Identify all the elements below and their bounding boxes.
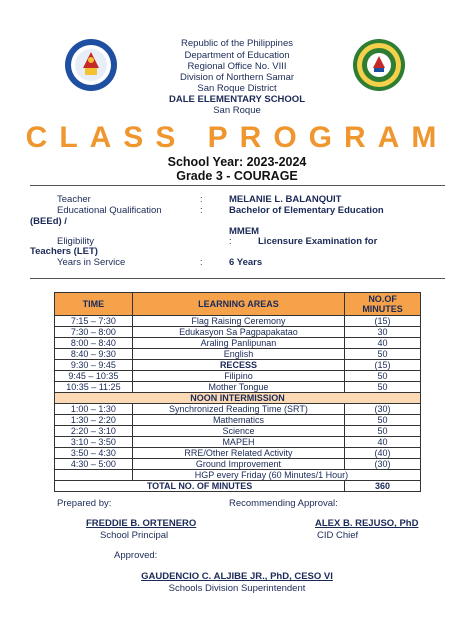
time-cell: 2:20 – 3:10 [55, 426, 133, 437]
minutes-cell: 30 [345, 327, 421, 338]
years-value: 6 Years [229, 257, 263, 268]
area-cell: Science [132, 426, 344, 437]
eligibility-cont: Teachers (LET) [30, 246, 98, 257]
approved-label: Approved: [114, 550, 158, 561]
table-row [55, 382, 421, 393]
table-row [55, 360, 421, 371]
table-row [55, 437, 421, 448]
total-label: TOTAL NO. OF MINUTES [55, 481, 345, 492]
teacher-value: MELANIE L. BALANQUIT [229, 194, 342, 205]
area-cell: RECESS [132, 360, 344, 371]
table-row [55, 316, 421, 327]
qualification-colon: : [200, 205, 203, 216]
minutes-cell: 50 [345, 382, 421, 393]
hgp-row [55, 470, 421, 481]
minutes-cell: 50 [345, 415, 421, 426]
table-row [55, 415, 421, 426]
table-row [55, 338, 421, 349]
table-row [55, 459, 421, 470]
approved-name: GAUDENCIO C. ALJIBE JR., PhD, CESO VI [141, 571, 333, 582]
schedule-table [54, 292, 421, 492]
area-cell: Flag Raising Ceremony [132, 316, 344, 327]
minutes-cell: (30) [345, 404, 421, 415]
area-cell: English [132, 349, 344, 360]
time-cell: 7:30 – 8:00 [55, 327, 133, 338]
area-cell: Araling Panlipunan [132, 338, 344, 349]
table-row [55, 404, 421, 415]
prepared-label: Prepared by: [57, 498, 112, 509]
area-cell: Mother Tongue [132, 382, 344, 393]
time-cell: 8:00 – 8:40 [55, 338, 133, 349]
qualification-cont: (BEEd) / [30, 216, 67, 227]
header-line-2: Department of Education [184, 50, 290, 61]
grade-section: Grade 3 - COURAGE [176, 169, 298, 183]
table-row [55, 327, 421, 338]
area-cell: RRE/Other Related Activity [132, 448, 344, 459]
eligibility-label: Eligibility [57, 236, 94, 247]
header-line-3: Regional Office No. VIII [187, 61, 287, 72]
prepared-title: School Principal [100, 530, 169, 541]
prepared-name: FREDDIE B. ORTENERO [86, 518, 197, 529]
page-title: CLASS PROGRAM [25, 121, 449, 154]
time-cell: 3:50 – 4:30 [55, 448, 133, 459]
noon-cell: NOON INTERMISSION [55, 393, 421, 404]
header-time: TIME [55, 293, 133, 316]
minutes-cell: 50 [345, 371, 421, 382]
years-colon: : [200, 257, 203, 268]
teacher-label: Teacher [57, 194, 91, 205]
area-cell: Edukasyon Sa Pagpapakatao [132, 327, 344, 338]
teacher-colon: : [200, 194, 203, 205]
table-row [55, 448, 421, 459]
table-row [55, 371, 421, 382]
time-cell: 1:00 – 1:30 [55, 404, 133, 415]
time-cell: 4:30 – 5:00 [55, 459, 133, 470]
divider-top [30, 185, 445, 186]
minutes-cell: 40 [345, 338, 421, 349]
header-line-5: San Roque District [197, 83, 277, 94]
minutes-cell: (15) [345, 360, 421, 371]
minutes-cell: 40 [345, 437, 421, 448]
qualification-value-2: MMEM [229, 226, 260, 237]
total-row [55, 481, 421, 492]
area-cell: Ground Improvement [132, 459, 344, 470]
time-cell: 10:35 – 11:25 [55, 382, 133, 393]
hgp-blank-cell [55, 470, 133, 481]
recommending-label: Recommending Approval: [229, 498, 338, 509]
school-name: DALE ELEMENTARY SCHOOL [169, 94, 305, 105]
recommending-title: CID Chief [317, 530, 359, 541]
minutes-cell: (40) [345, 448, 421, 459]
minutes-cell: (30) [345, 459, 421, 470]
header-areas: LEARNING AREAS [132, 293, 344, 316]
eligibility-value: Licensure Examination for [258, 236, 378, 247]
years-label: Years in Service [57, 257, 126, 268]
total-value: 360 [345, 481, 421, 492]
hgp-cell: HGP every Friday (60 Minutes/1 Hour) [132, 470, 420, 481]
minutes-cell: 50 [345, 426, 421, 437]
table-row [55, 349, 421, 360]
minutes-cell: (15) [345, 316, 421, 327]
school-town: San Roque [213, 105, 261, 116]
recommending-name: ALEX B. REJUSO, PhD [315, 518, 419, 529]
school-year: School Year: 2023-2024 [167, 155, 307, 169]
header-minutes: NO.OF MINUTES [345, 293, 421, 316]
time-cell: 9:30 – 9:45 [55, 360, 133, 371]
header-line-1: Republic of the Philippines [181, 38, 293, 49]
eligibility-colon: : [229, 236, 232, 247]
area-cell: Filipino [132, 371, 344, 382]
table-header-row [55, 293, 421, 316]
minutes-cell: 50 [345, 349, 421, 360]
area-cell: Mathematics [132, 415, 344, 426]
qualification-value: Bachelor of Elementary Education [229, 205, 384, 216]
time-cell: 8:40 – 9:30 [55, 349, 133, 360]
qualification-label: Educational Qualification [57, 205, 162, 216]
time-cell: 7:15 – 7:30 [55, 316, 133, 327]
approved-title: Schools Division Superintendent [168, 583, 306, 594]
noon-row [55, 393, 421, 404]
divider-bottom [30, 278, 445, 279]
time-cell: 9:45 – 10:35 [55, 371, 133, 382]
area-cell: MAPEH [132, 437, 344, 448]
time-cell: 1:30 – 2:20 [55, 415, 133, 426]
time-cell: 3:10 – 3:50 [55, 437, 133, 448]
table-row [55, 426, 421, 437]
area-cell: Synchronized Reading Time (SRT) [132, 404, 344, 415]
header-line-4: Division of Northern Samar [179, 72, 295, 83]
